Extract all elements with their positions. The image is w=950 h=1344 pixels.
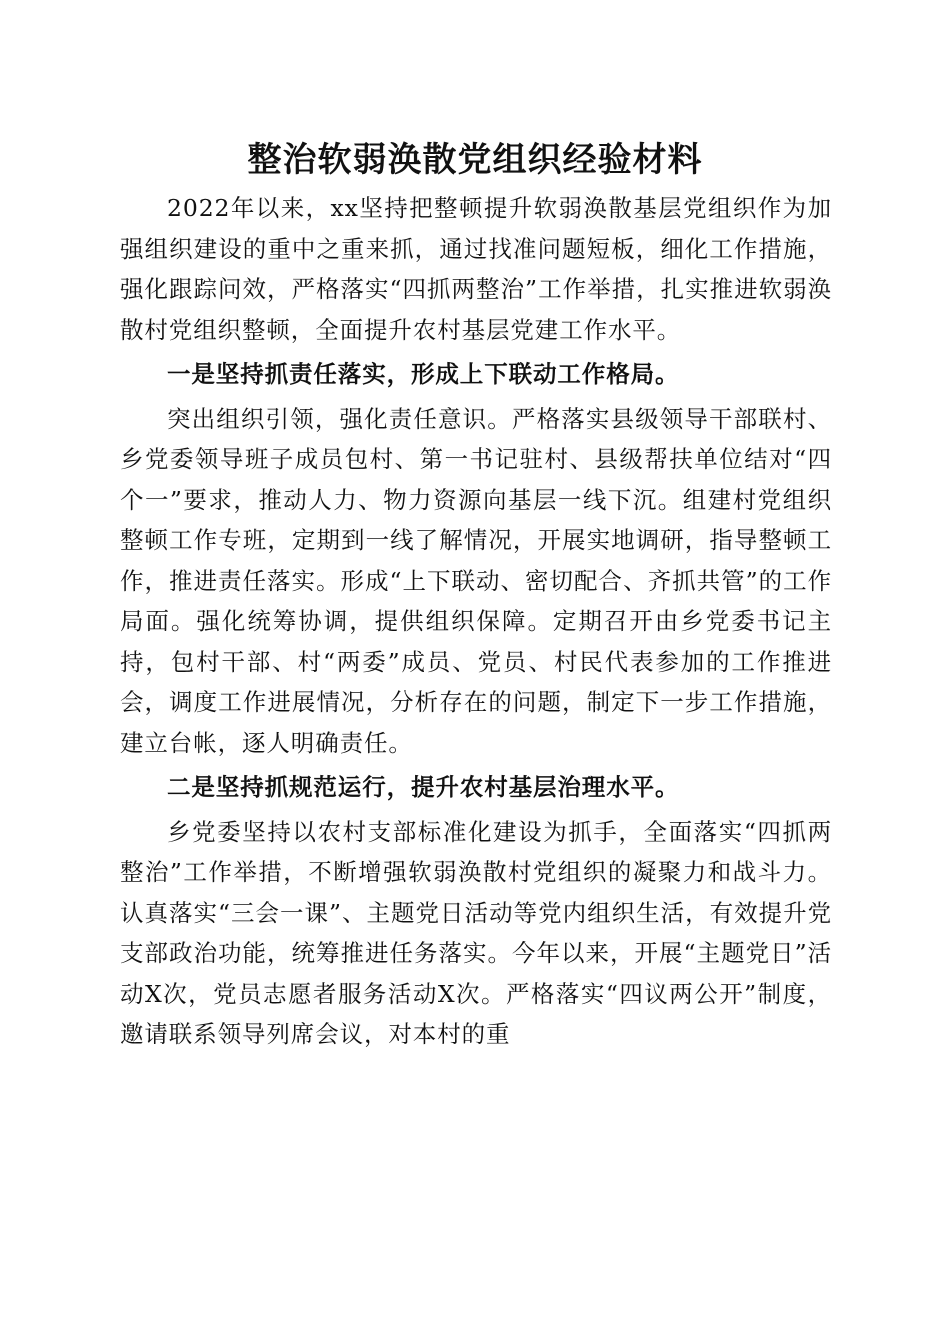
section-heading-2: 二是坚持抓规范运行，提升农村基层治理水平。 [167,773,680,801]
section-heading-1: 一是坚持抓责任落实，形成上下联动工作格局。 [167,360,680,388]
document-body [120,188,832,1055]
intro-paragraph: 2022年以来，xx坚持把整顿提升软弱涣散基层党组织作为加强组织建设的重中之重来抓，通过找准问题短板，细化工作措施，强化跟踪问效，严格落实“四抓两整治”工作举措，扎实推进软弱涣散村党组织整顿，全面提升农村基层党建工作水平。 [120,194,832,344]
section-2-paragraph: 乡党委坚持以农村支部标准化建设为抓手，全面落实“四抓两整治”工作举措，不断增强软弱涣散村党组织的凝聚力和战斗力。认真落实“三会一课”、主题党日活动等党内组织生活，有效提升党支部政治功能，统筹推进任务落实。今年以来，开展“主题党日”活动X次，党员志愿者服务活动X次。严格落实“四议两公开”制度，邀请联系领导列席会议，对本村的重 [120,817,832,1048]
section-1-paragraph: 突出组织引领，强化责任意识。严格落实县级领导干部联村、乡党委领导班子成员包村、第一书记驻村、县级帮扶单位结对“四个一”要求，推动人力、物力资源向基层一线下沉。组建村党组织整顿工作专班，定期到一线了解情况，开展实地调研，指导整顿工作，推进责任落实。形成“上下联动、密切配合、齐抓共管”的工作局面。强化统筹协调，提供组织保障。定期召开由乡党委书记主持，包村干部、村“两委”成员、党员、村民代表参加的工作推进会，调度工作进展情况，分析存在的问题，制定下一步工作措施，建立台帐，逐人明确责任。 [120,404,832,757]
document-title: 整治软弱涣散党组织经验材料 [247,140,703,180]
